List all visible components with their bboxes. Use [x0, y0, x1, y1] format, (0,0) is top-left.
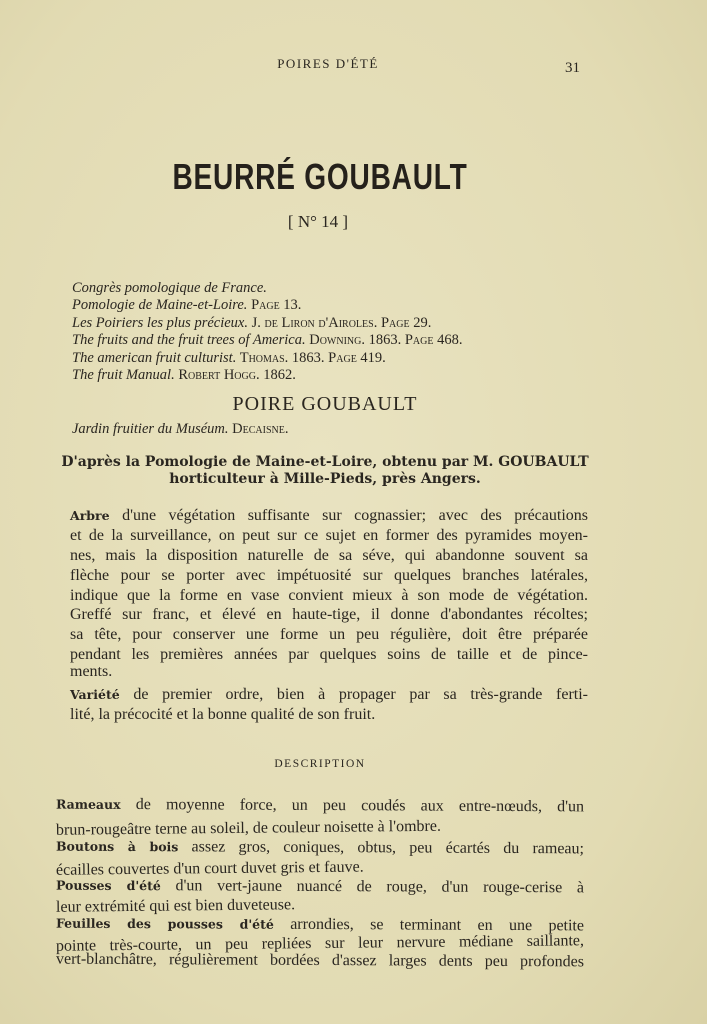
- text-line: [70, 527, 588, 545]
- line-text: écailles couvertes d'un court duvet gris et fauve.: [55, 858, 364, 879]
- line-text: pendant les premières années par quelques soins de taille et de pince-: [70, 646, 588, 663]
- reference-work: The fruits and the fruit trees of America.: [72, 332, 306, 348]
- text-line: [70, 606, 588, 624]
- text-line: [70, 686, 588, 704]
- section-heading: DESCRIPTION: [274, 758, 366, 770]
- description-line: [56, 816, 584, 840]
- reference-line: [72, 350, 386, 367]
- text-line: [70, 626, 588, 644]
- line-text: d'une végétation suffisante sur cognassier; avec des précautions: [109, 507, 588, 524]
- text-line: [70, 567, 588, 585]
- line-text: de premier ordre, bien à propager par sa très-grande ferti-: [119, 686, 588, 703]
- line-text: brun-rougeâtre terne au soleil, de couleur noisette à l'ombre.: [55, 817, 442, 839]
- reference-work: Congrès pomologique de France.: [72, 280, 267, 296]
- origin-line: horticulteur à Mille-Pieds, près Angers.: [169, 471, 481, 487]
- reference-line: [72, 280, 267, 297]
- reference-details: Page 13.: [247, 297, 302, 313]
- description-line: [56, 838, 584, 859]
- lead-term: Boutons à bois: [55, 838, 179, 855]
- description-line: [56, 951, 584, 972]
- reference-work: The american fruit culturist.: [72, 350, 237, 366]
- line-text: nes, mais la disposition naturelle de sa séve, qui abandonne souvent sa: [70, 547, 588, 564]
- reference-details: Thomas. 1863. Page 419.: [236, 350, 386, 366]
- line-text: Greffé sur franc, et élevé en haute-tige, il donne d'abondantes récoltes;: [70, 606, 588, 623]
- line-text: ments.: [70, 663, 113, 680]
- running-title: POIRES D'ÉTÉ: [277, 56, 379, 71]
- reference-work: Jardin fruitier du Muséum.: [72, 421, 229, 437]
- text-line: [70, 706, 588, 724]
- line-text: leur extrémité qui est bien duveteuse.: [55, 896, 296, 916]
- line-text: flèche pour se porter avec impétuosité sur quelques branches latérales,: [70, 567, 588, 584]
- synonym-reference: [72, 421, 289, 438]
- line-text: sa tête, pour conserver une forme un peu régulière, doit être préparée: [70, 626, 588, 643]
- reference-work: Les Poiriers les plus précieux.: [72, 315, 248, 331]
- line-text: vert-blanchâtre, régulièrement bordées d'assez larges dents peu profondes: [55, 950, 585, 971]
- reference-details: J. de Liron d'Airoles. Page 29.: [248, 315, 432, 331]
- variety-number: [ N° 14 ]: [287, 212, 349, 231]
- text-line: [70, 547, 588, 565]
- reference-details: Robert Hogg. 1862.: [174, 367, 296, 383]
- description-line: [56, 796, 584, 817]
- reference-line: [72, 315, 431, 332]
- reference-work: The fruit Manual.: [72, 367, 175, 383]
- description-line: [56, 893, 584, 917]
- text-line: [70, 646, 588, 664]
- lead-term: Arbre: [70, 508, 110, 523]
- reference-author: Decaisne.: [228, 421, 289, 437]
- reference-line: [72, 367, 296, 384]
- synonym-title: POIRE GOUBAULT: [232, 393, 418, 415]
- text-line: [70, 663, 588, 681]
- lead-term: Variété: [70, 687, 120, 702]
- line-text: arrondies, se terminant en une petite: [273, 915, 585, 935]
- reference-work: Pomologie de Maine-et-Loire.: [72, 297, 248, 313]
- text-line: [70, 587, 588, 605]
- line-text: indique que la forme en vase convient mieux à son mode de végétation.: [70, 587, 588, 604]
- line-text: lité, la précocité et la bonne qualité de son fruit.: [70, 706, 376, 723]
- line-text: d'un vert-jaune nuancé de rouge, d'un rouge-cerise à: [160, 877, 585, 897]
- page-title: BEURRÉ GOUBAULT: [172, 156, 468, 197]
- origin-line: D'après la Pomologie de Maine-et-Loire, obtenu par M. GOUBAULT: [61, 454, 589, 470]
- text-line: [70, 507, 588, 525]
- page-number: 31: [565, 60, 580, 76]
- lead-term: Pousses d'été: [55, 877, 161, 894]
- line-text: et de la surveillance, on peut sur ce sujet en former des pyramides moyen-: [70, 527, 588, 544]
- line-text: assez gros, coniques, obtus, peu écartés du rameau;: [178, 838, 585, 858]
- lead-term: Feuilles des pousses d'été: [55, 915, 274, 932]
- reference-details: Downing. 1863. Page 468.: [305, 332, 463, 348]
- reference-line: [72, 332, 462, 349]
- lead-term: Rameaux: [55, 796, 121, 812]
- line-text: de moyenne force, un peu coudés aux entre-nœuds, d'un: [120, 795, 585, 816]
- reference-line: [72, 297, 301, 314]
- line-text: pointe très-courte, un peu repliées sur leur nervure médiane saillante,: [55, 932, 585, 955]
